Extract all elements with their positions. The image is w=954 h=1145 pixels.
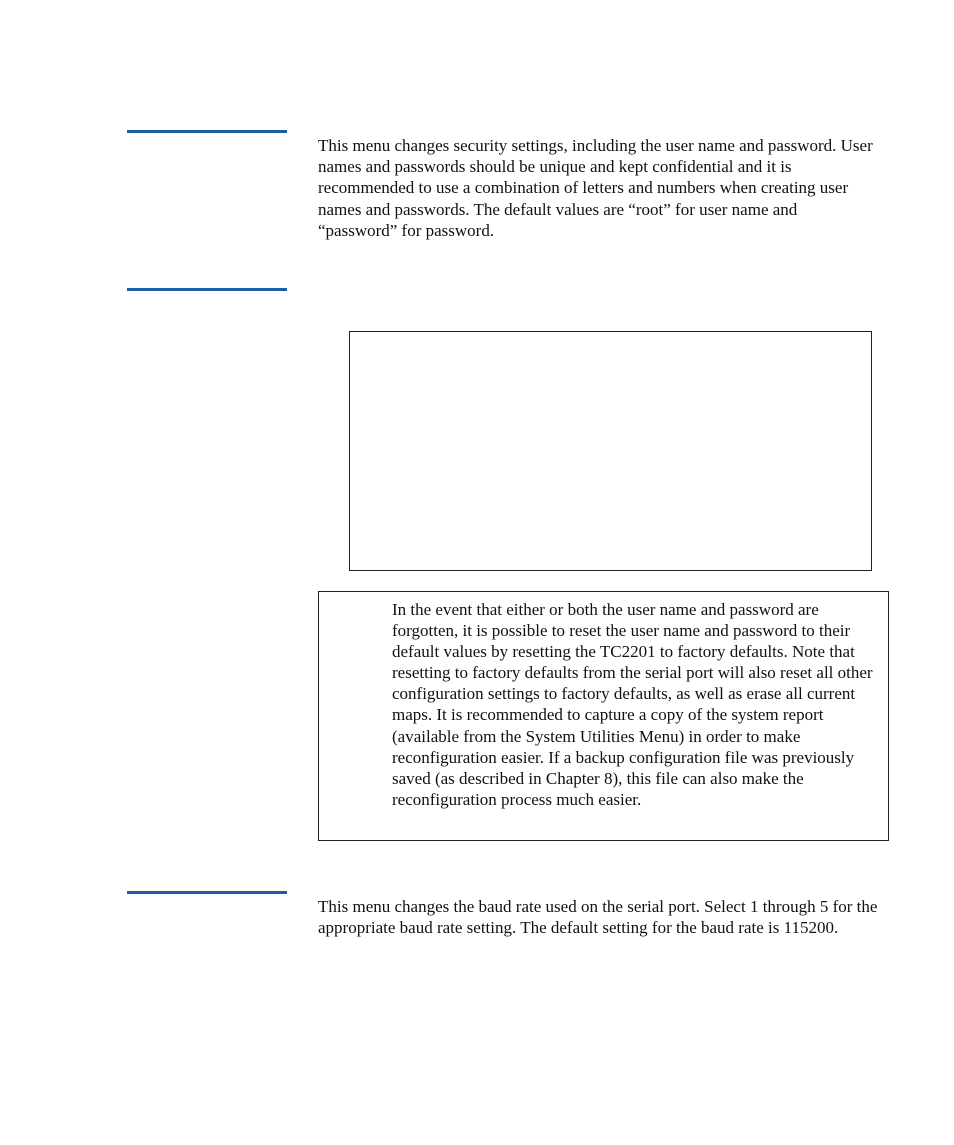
section-rule-terminal [127,288,287,291]
note-box [318,591,889,841]
security-menu-description: This menu changes security settings, including the user name and password. User names and passwords should be unique and kept confidential and it is recommended to use a combination of letters and numbers when creating user names and passwords. The default values are “root” for user name and “password” for password. [318,136,873,240]
baud-rate-menu-description: This menu changes the baud rate used on the serial port. Select 1 through 5 for the appropriate baud rate setting. The default setting for the baud rate is 115200. [318,897,878,938]
terminal-screen-placeholder [349,331,872,571]
note-text: In the event that either or both the user name and password are forgotten, it is possible to reset the user name and password to their default values by resetting the TC2201 to factory defaults. Note that resetting to factory defaults from the serial port will also reset all other configuration settings to factory defaults, as well as erase all current maps. It is recommended to capture a copy of the system report (available from the System Utilities Menu) in order to make reconfiguration easier. If a backup configuration file was previously saved (as described in Chapter 8), this file can also make the reconfiguration process much easier. [392,600,873,809]
section-rule-security [127,130,287,133]
section-rule-baud-rate [127,891,287,894]
